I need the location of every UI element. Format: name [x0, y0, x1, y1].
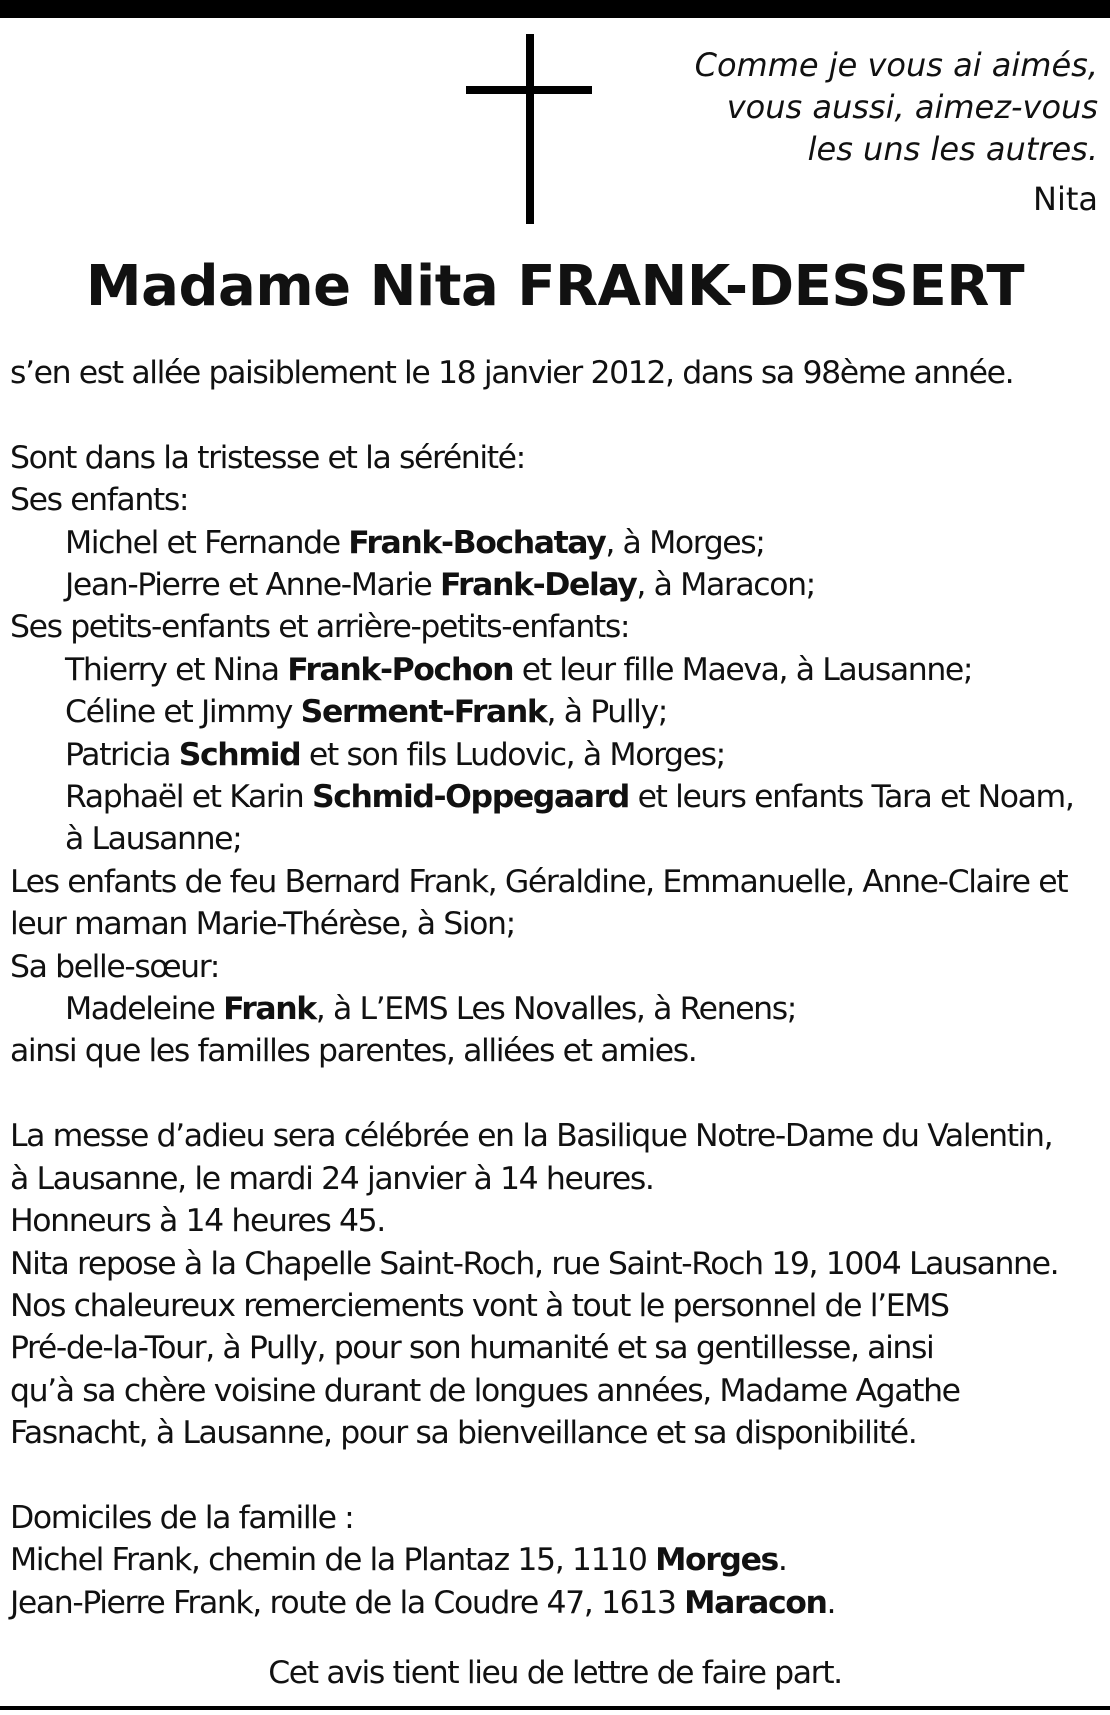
address-entry: [10, 1582, 1105, 1624]
ceremony-line: à Lausanne, le mardi 24 janvier à 14 heures.: [10, 1160, 654, 1197]
top-border-rule: [0, 0, 1110, 18]
family-intro: Sont dans la tristesse et la sérénité:: [10, 439, 525, 476]
bottom-border-rule: [0, 1706, 1110, 1710]
child-place: , à Maracon;: [636, 567, 815, 604]
cross-vertical-bar: [526, 34, 534, 224]
footer-note: Cet avis tient lieu de lettre de faire part.: [268, 1655, 842, 1691]
ceremony-line: Honneurs à 14 heures 45.: [10, 1203, 385, 1240]
family-closing: ainsi que les familles parentes, alliées et amies.: [10, 1033, 697, 1070]
grandchild-surname: Schmid: [178, 736, 301, 773]
grandchild-names: Céline et Jimmy: [65, 694, 301, 731]
sister-in-law-heading: Sa belle-sœur:: [10, 948, 219, 985]
spacer: [10, 1455, 1105, 1497]
child-entry: [10, 522, 1105, 564]
grandchild-surname: Serment-Frank: [300, 694, 547, 731]
address-end: .: [777, 1542, 787, 1579]
grandchild-entry: [10, 691, 1105, 733]
ceremony-line: La messe d’adieu sera célébrée en la Basilique Notre-Dame du Valentin,: [10, 1118, 1053, 1155]
spacer: [10, 1073, 1105, 1115]
sister-in-law-place: , à L’EMS Les Novalles, à Renens;: [315, 991, 796, 1028]
child-entry: [10, 564, 1105, 606]
late-son-children-line: Les enfants de feu Bernard Frank, Géraldine, Emmanuelle, Anne-Claire et: [10, 863, 1068, 900]
page-title: Madame Nita FRANK-DESSERT: [85, 254, 1025, 319]
grandchild-surname: Frank-Pochon: [287, 651, 514, 688]
epigraph-quote: [578, 44, 1098, 170]
grandchild-detail: et leurs enfants Tara et Noam,: [628, 779, 1074, 816]
address-entry: [10, 1539, 1105, 1581]
address-text: Jean-Pierre Frank, route de la Coudre 47, 1613: [10, 1584, 685, 1621]
addresses-heading: Domiciles de la famille :: [10, 1499, 354, 1536]
grandchild-continuation: à Lausanne;: [65, 821, 242, 858]
epigraph-line: vous aussi, aimez-vous: [726, 88, 1098, 126]
grandchild-detail: et leur fille Maeva, à Lausanne;: [513, 651, 973, 688]
sister-in-law-entry: [10, 988, 1105, 1030]
address-town: Morges: [655, 1542, 778, 1579]
child-surname: Frank-Bochatay: [348, 524, 606, 561]
ceremony-line: Pré-de-la-Tour, à Pully, pour son humanité et sa gentillesse, ainsi: [10, 1330, 934, 1367]
ceremony-line: Nos chaleureux remerciements vont à tout le personnel de l’EMS: [10, 1287, 949, 1324]
epigraph-line: les uns les autres.: [807, 130, 1098, 168]
grandchildren-heading: Ses petits-enfants et arrière-petits-enfants:: [10, 609, 630, 646]
address-text: Michel Frank, chemin de la Plantaz 15, 1110: [10, 1542, 656, 1579]
epigraph-signature: Nita: [1033, 180, 1098, 218]
grandchild-entry: [10, 776, 1105, 818]
grandchild-surname: Schmid-Oppegaard: [311, 779, 629, 816]
epigraph-line: Comme je vous ai aimés,: [694, 46, 1098, 84]
sister-in-law-surname: Frank: [223, 991, 316, 1028]
ceremony-line: Nita repose à la Chapelle Saint-Roch, rue Saint-Roch 19, 1004 Lausanne.: [10, 1245, 1059, 1282]
grandchild-names: Raphaël et Karin: [65, 779, 312, 816]
children-heading: Ses enfants:: [10, 482, 189, 519]
grandchild-detail: , à Pully;: [546, 694, 667, 731]
cross-horizontal-bar: [466, 86, 592, 94]
grandchild-detail: et son fils Ludovic, à Morges;: [300, 736, 725, 773]
late-son-children-line: leur maman Marie-Thérèse, à Sion;: [10, 906, 515, 943]
grandchild-entry: [10, 734, 1105, 776]
child-names: Michel et Fernande: [65, 524, 349, 561]
ceremony-line: Fasnacht, à Lausanne, pour sa bienveillance et sa disponibilité.: [10, 1415, 917, 1452]
sister-in-law-firstname: Madeleine: [65, 991, 224, 1028]
address-end: .: [826, 1584, 836, 1621]
grandchild-names: Thierry et Nina: [65, 651, 288, 688]
child-place: , à Morges;: [605, 524, 765, 561]
notice-body: [10, 352, 1105, 1624]
address-town: Maracon: [684, 1584, 827, 1621]
grandchild-names: Patricia: [65, 736, 179, 773]
child-surname: Frank-Delay: [439, 567, 637, 604]
grandchild-entry: [10, 649, 1105, 691]
ceremony-line: qu’à sa chère voisine durant de longues années, Madame Agathe: [10, 1372, 960, 1409]
child-names: Jean-Pierre et Anne-Marie: [65, 567, 440, 604]
opening-line: s’en est allée paisiblement le 18 janvier 2012, dans sa 98ème année.: [10, 355, 1014, 391]
spacer: [10, 394, 1105, 436]
